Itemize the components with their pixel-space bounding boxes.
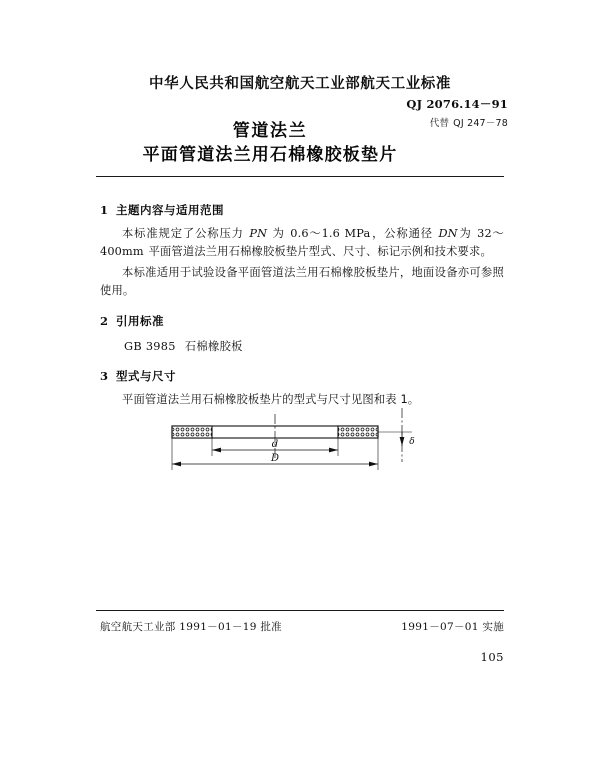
dimension-label-d: d [271,439,279,450]
section-heading-1 [100,202,504,218]
gasket-section-right [338,426,378,438]
effective-verb: 实施 [482,621,504,633]
arrow-D-left [172,462,181,467]
section-title-1: 主题内容与适用范围 [116,203,224,217]
approval-authority: 航空航天工业部 [100,621,176,633]
replaces-number: QJ 247－78 [453,118,508,129]
issuing-authority: 中华人民共和国航空航天工业部航天工业标准 [149,76,451,92]
replaces-label: 代替 [429,118,450,129]
gasket-section-left [172,426,212,438]
approval-verb: 批准 [260,621,282,633]
dimension-label-D: D [270,453,280,464]
section-title-3: 型式与尺寸 [116,369,176,383]
section-3-paragraph-1: 平面管道法兰用石棉橡胶板垫片的型式与尺寸见图和表 1。 [122,393,420,406]
arrow-d-right [329,448,338,453]
effective-date: 1991－07－01 [401,621,479,633]
section-1-paragraph-1: 本标准规定了公称压力 PN 为 0.6～1.6 MPa，公称通径 DN为 32～400mm 平面管道法兰用石棉橡胶板垫片型式、尺寸、标记示例和技术要求。 [100,227,504,258]
section-heading-2 [100,313,504,329]
standard-number: QJ 2076.14－91 [406,97,508,111]
gasket-drawing-svg [150,382,450,502]
approval-statement [100,619,282,634]
arrow-thickness [400,437,405,446]
document-body [100,188,504,409]
effective-statement [401,619,504,634]
referenced-standard-title: 石棉橡胶板 [184,340,243,353]
section-number-1: 1 [100,203,109,217]
header-divider [96,176,504,177]
section-number-2: 2 [100,314,109,328]
gasket-cross-section-figure [150,382,450,502]
page-number: 105 [480,650,504,664]
referenced-standard [100,338,504,354]
approval-date: 1991－01－19 [179,621,257,633]
referenced-standard-code: GB 3985 [124,340,176,353]
arrow-d-left [212,448,221,453]
footer-divider [96,610,504,611]
section-number-3: 3 [100,369,109,383]
section-1-paragraph-2: 本标准适用于试验设备平面管道法兰用石棉橡胶板垫片，地面设备亦可参照使用。 [100,266,504,297]
arrow-D-right [369,462,378,467]
dimension-label-thickness: δ [409,437,415,447]
page-subtitle: 平面管道法兰用石棉橡胶板垫片 [142,145,398,165]
page-title: 管道法兰 [232,121,308,141]
section-title-2: 引用标准 [116,314,164,328]
